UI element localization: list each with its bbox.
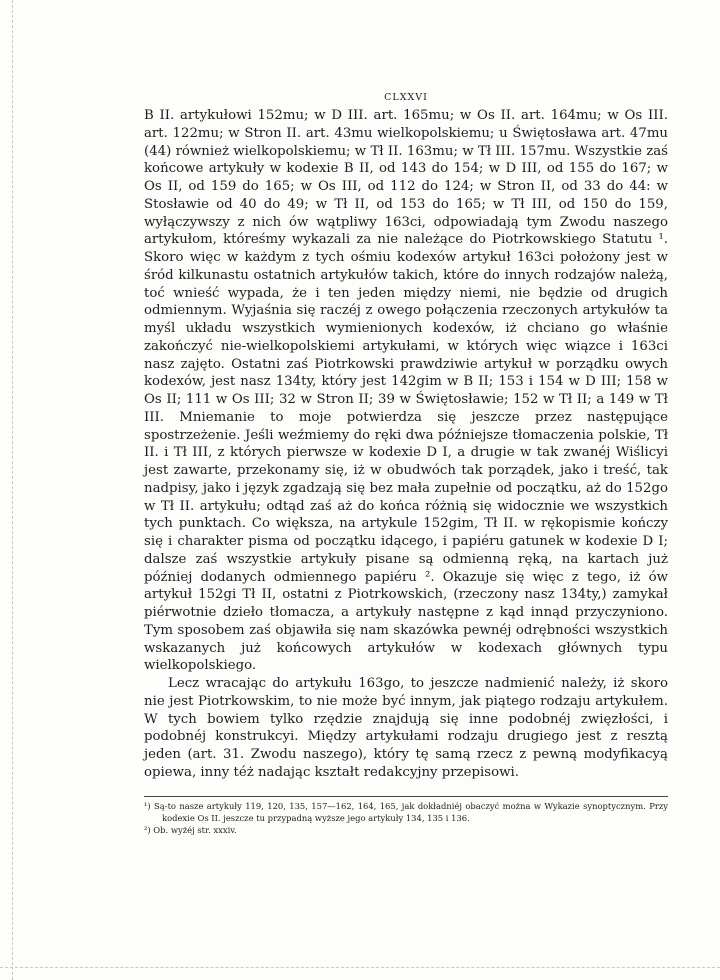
body-paragraph-2: Lecz wracając do artykułu 163go, to jeszcze nadmienić należy, iż skoro nie jest Piotrkowskim, to nie może być innym, jak piątego rodzaju artykułem. W tych bowiem tylko rzędzie znajdują się inne podobnéj zwięzłości, i podobnéj konstrukcyi. Między artykułami rodzaju drugiego jest z resztą jeden (art. 31. Zwodu naszego), który tę samą rzecz z pewną modyfikacyą opiewa, inny téż nadając kształt redakcyjny przepisowi. (144, 676, 668, 780)
body-paragraph-1: B II. artykułowi 152mu; w D III. art. 165mu; w Os II. art. 164mu; w Os III. art. 122mu; w Stron II. art. 43mu wielkopolskiemu; u Świętosława art. 47mu (44) również wielkopolskiemu; w Tł II. 163mu; w Tł III. 157mu. Wszystkie zaś końcowe artykuły w kodexie B II, od 143 do 154; w D III, od 155 do 167; w Os II, od 159 do 165; w Os III, od 112 do 124; w Stron II, od 33 do 44: w Stosławie od 40 do 49; w Tł II, od 153 do 165; w Tł III, od 150 do 159, wyłączywszy z nich ów wątpliwy 163ci, odpowiadają tym Zwodu naszego artykułom, któreśmy wykazali za nie należące do Piotrkowskiego Statutu ¹. Skoro więc w każdym z tych ośmiu kodexów artykuł 163ci położony jest w śród kilkunastu ostatnich artykułów takich, które do innych rodzajów należą, toć wnieść wypada, że i ten jeden między niemi, nie będzie od drugich odmiennym. Wyjaśnia się raczéj z owego połączenia rzeczonych artykułów ta myśl układu wszystkich wymienionych kodexów, iż chciano go właśnie zakończyć nie-wielkopolskiemi artykułami, w których więc wiązce i 163ci nasz zajęto. Ostatni zaś Piotrkowski prawdziwie artykuł w porządku owych kodexów, jest nasz 134ty, który jest 142gim w B II; 153 i 154 w D III; 158 w Os II; 111 w Os III; 32 w Stron II; 39 w Świętosławie; 152 w Tł II; a 149 w Tł III. Mniemanie to moje potwierdza się jeszcze przez następujące spostrzeżenie. Jeśli weźmiemy do ręki dwa późniejsze tłomaczenia polskie, Tł II. i Tł III, z których pierwsze w kodexie D I, a drugie w tak zwanéj Wiślicyi jest zawarte, przekonamy się, iż w obudwóch tak porządek, jako i treść, tak nadpisy, jako i język zgadzają się bez mała zupełnie od początku, aż do 152go w Tł II. artykułu; odtąd zaś aż do końca różnią się widocznie we wszystkich tych punktach. Co większa, na artykule 152gim, Tł II. w rękopismie kończy się i charakter pisma od początku idącego, i papiéru gatunek w kodexie D I; dalsze zaś wszystkie artykuły pisane są odmienną ręką, na kartach już później dodanych odmiennego papiéru ². Okazuje się więc z tego, iż ów artykuł 152gi Tł II, ostatni z Piotrkowskich, (rzeczony nasz 134ty,) zamykał piérwotnie dzieło tłomacza, a artykuły następne z kąd innąd przyczyniono. Tym sposobem zaś objawiła się nam skazówka pewnéj odrębności wszystkich wskazanych już końcowych artykułów w kodexach głównych typu wielkopolskiego. (144, 108, 668, 674)
scan-left-edge (0, 0, 13, 980)
document-page (144, 92, 668, 836)
footnote-divider (144, 796, 668, 797)
page-number: CLXXVI (384, 92, 428, 103)
scan-bottom-edge (0, 967, 720, 968)
footnote-2: ²) Ob. wyżéj str. xxxiv. (144, 824, 237, 835)
footnote-1: ¹) Są-to nasze artykuły 119, 120, 135, 157—162, 164, 165, jak dokładniéj obaczyć można w Wykazie synoptycznym. Przy kodexie Os II. jeszcze tu przypadną wyższe jego artykuły 134, 135 i 136. (144, 800, 668, 823)
